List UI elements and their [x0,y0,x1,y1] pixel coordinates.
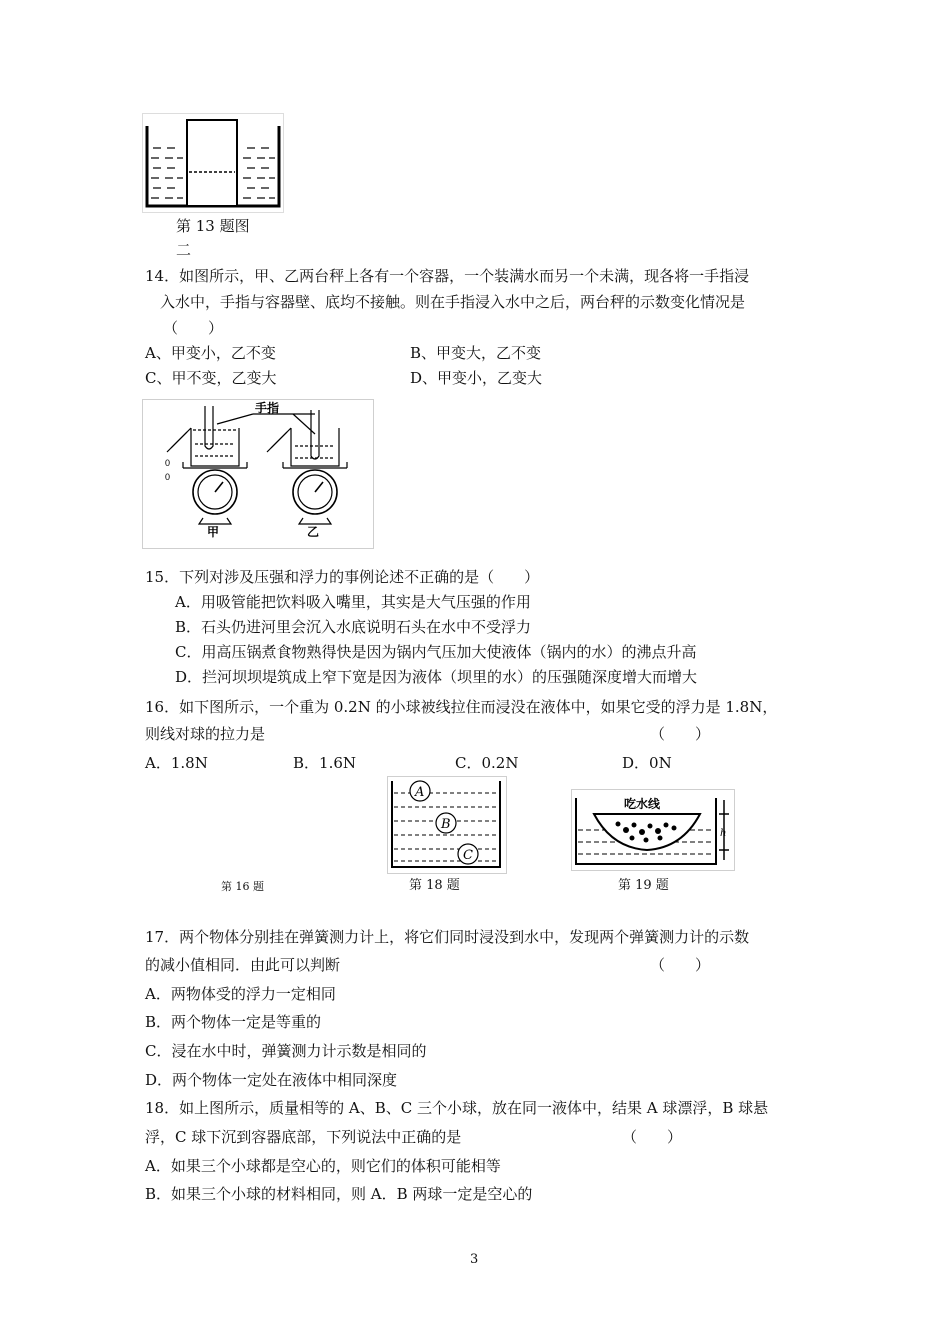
q18-paren: （ ） [622,1128,683,1146]
figure-18-caption: 第 18 题 [409,878,460,893]
scale-left-label: 甲 [207,525,220,539]
q15-option-b: B．石头仍进河里会沉入水底说明石头在水中不受浮力 [175,618,532,636]
zero-mark-1: 0 [165,458,171,468]
q18-option-b: B．如果三个小球的材料相同，则 A．B 两球一定是空心的 [145,1185,533,1203]
figure-14-scales [142,399,374,549]
figure-13-caption-extra: 二 [176,241,192,259]
figure-13 [142,113,284,213]
q14-paren: （ ） [163,319,224,337]
q14-stem-line2: 入水中，手指与容器壁、底均不接触。则在手指浸入水中之后，两台秤的示数变化情况是 [160,293,746,311]
q16-option-c: C．0.2N [455,754,519,772]
h-label: h [720,828,727,839]
q14-stem-line1: 14．如图所示，甲、乙两台秤上各有一个容器，一个装满水而另一个未满，现各将一手指浸 [145,267,750,285]
q14-option-b: B、甲变大，乙不变 [410,344,542,362]
q16-stem-line1: 16．如下图所示，一个重为 0.2N 的小球被线拉住而浸没在液体中，如果它受的浮力是 1.8N， [145,698,778,716]
ball-b-label: B [441,817,451,832]
q17-paren: （ ） [650,956,711,974]
q16-option-b: B．1.6N [293,754,357,772]
scale-right-label: 乙 [307,525,320,539]
q17-option-c: C．浸在水中时，弹簧测力计示数是相同的 [145,1042,427,1060]
figure-19-caption: 第 19 题 [618,878,669,893]
figure-13-caption: 第 13 题图 [176,217,250,235]
q15-option-c: C．用高压锅煮食物熟得快是因为锅内气压加大使液体（锅内的水）的沸点升高 [175,643,697,661]
q18-stem-line2: 浮，C 球下沉到容器底部，下列说法中正确的是 [145,1128,462,1146]
figure-19-boat [571,789,735,871]
q15-stem: 15．下列对涉及压强和浮力的事例论述不正确的是（ ） [145,568,540,586]
figure-16-caption: 第 16 题 [221,880,264,893]
q17-option-a: A．两物体受的浮力一定相同 [145,985,336,1003]
q18-stem-line1: 18．如上图所示，质量相等的 A、B、C 三个小球，放在同一液体中，结果 A 球漂浮，B 球悬 [145,1099,769,1117]
q14-option-d: D、甲变小，乙变大 [410,369,543,387]
q16-stem-line2: 则线对球的拉力是 [145,725,266,743]
q16-option-a: A．1.8N [145,754,208,772]
q18-option-a: A．如果三个小球都是空心的，则它们的体积可能相等 [145,1157,501,1175]
q16-paren: （ ） [650,725,711,743]
q17-stem-line2: 的减小值相同．由此可以判断 [145,956,341,974]
zero-mark-2: 0 [165,472,171,482]
q15-option-d: D．拦河坝坝堤筑成上窄下宽是因为液体（坝里的水）的压强随深度增大而增大 [175,668,698,686]
q14-option-c: C、甲不变，乙变大 [145,369,277,387]
figure-18-balls [387,776,507,874]
q17-option-b: B．两个物体一定是等重的 [145,1013,322,1031]
q17-stem-line1: 17．两个物体分别挂在弹簧测力计上，将它们同时浸没到水中，发现两个弹簧测力计的示数 [145,928,750,946]
ball-c-label: C [463,848,473,863]
waterline-label: 吃水线 [624,797,661,811]
ball-a-label: A [415,785,425,800]
finger-label: 手指 [255,401,280,415]
q17-option-d: D．两个物体一定处在液体中相同深度 [145,1071,398,1089]
q15-option-a: A．用吸管能把饮料吸入嘴里，其实是大气压强的作用 [175,593,531,611]
page-number: 3 [470,1252,479,1267]
q16-option-d: D．0N [622,754,672,772]
q14-option-a: A、甲变小，乙不变 [145,344,276,362]
